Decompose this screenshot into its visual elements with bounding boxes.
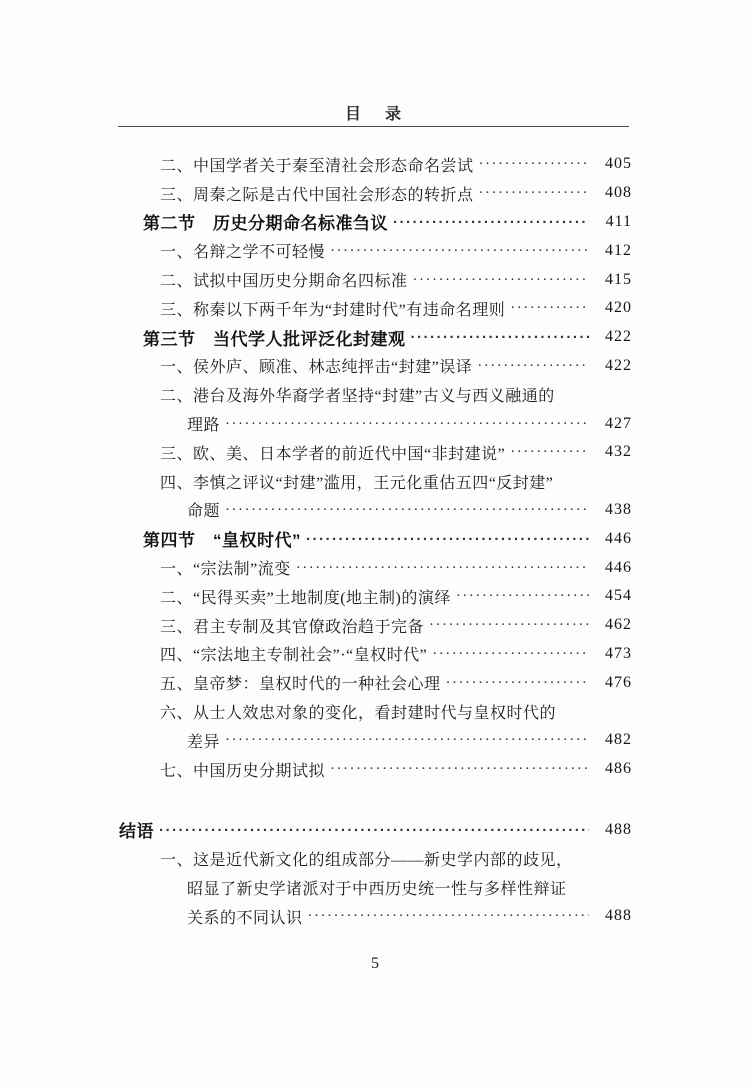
- toc-row: [119, 208, 632, 237]
- dot-leader-icon: [477, 356, 589, 376]
- dot-leader-icon: [296, 558, 589, 578]
- toc-entry-page: 411: [605, 212, 632, 230]
- toc-entry-title: 四、李慎之评议“封建”滥用，王元化重估五四“反封建”: [160, 474, 554, 492]
- dot-leader-icon: [225, 730, 589, 750]
- toc-entry-title: 三、欧、美、日本学者的前近代中国“非封建说”: [160, 445, 506, 463]
- toc-entry-page: 488: [605, 907, 632, 925]
- toc-entry-page: 446: [605, 558, 632, 576]
- toc-row: [119, 640, 632, 669]
- toc-entry-title: 二、港台及海外华裔学者坚持“封建”古义与西义融通的: [160, 388, 555, 406]
- page-number: 5: [371, 955, 379, 972]
- toc-entry-title: 一、“宗法制”流变: [160, 561, 291, 579]
- dot-leader-icon: [306, 529, 589, 549]
- toc-row: [119, 524, 632, 553]
- toc-entry-title: 二、中国学者关于秦至清社会形态命名尝试: [160, 157, 474, 175]
- toc-row: [119, 755, 632, 784]
- toc-entry-title: 结语: [119, 822, 154, 842]
- toc-row: [119, 697, 632, 726]
- toc-row: [119, 582, 632, 611]
- toc-list: [119, 150, 632, 931]
- toc-entry-page: 420: [605, 299, 632, 317]
- toc-row: [119, 668, 632, 697]
- dot-leader-icon: [330, 241, 589, 261]
- toc-row: [119, 294, 632, 323]
- dot-leader-icon: [456, 586, 589, 606]
- toc-row: [119, 726, 632, 755]
- toc-entry-title: 五、皇帝梦：皇权时代的一种社会心理: [160, 676, 441, 694]
- toc-entry-page: 427: [605, 414, 632, 432]
- toc-entry-title: 六、从士人效忠对象的变化，看封建时代与皇权时代的: [160, 705, 557, 723]
- toc-entry-page: 462: [605, 616, 632, 634]
- toc-entry-page: 422: [605, 328, 632, 346]
- toc-entry-page: 488: [605, 820, 632, 838]
- toc-entry-title: 一、这是近代新文化的组成部分——新史学内部的歧见，: [160, 852, 573, 870]
- toc-entry-page: 412: [605, 241, 632, 259]
- toc-entry-page: 454: [605, 587, 632, 605]
- toc-entry-title: 第四节 “皇权时代”: [143, 531, 301, 551]
- toc-entry-title: 一、侯外庐、顾准、林志纯抨击“封建”误译: [160, 359, 473, 377]
- toc-entry-title: 三、周秦之际是古代中国社会形态的转折点: [160, 186, 474, 204]
- toc-row: [119, 352, 632, 381]
- toc-row: [119, 496, 632, 525]
- toc-entry-page: 408: [605, 184, 632, 202]
- dot-leader-icon: [330, 759, 589, 779]
- dot-leader-icon: [479, 183, 589, 203]
- toc-entry-page: 486: [605, 760, 632, 778]
- toc-entry-title: 一、名辩之学不可轻慢: [160, 244, 326, 262]
- toc-row: [119, 323, 632, 352]
- toc-entry-page: 422: [605, 356, 632, 374]
- dot-leader-icon: [393, 212, 589, 232]
- toc-row: [119, 265, 632, 294]
- toc-entry-title: 二、“民得买卖”土地制度(地主制)的演绎: [160, 589, 451, 607]
- toc-row: [119, 902, 632, 931]
- dot-leader-icon: [413, 270, 589, 290]
- page-header-title: 目 录: [344, 106, 405, 123]
- toc-row: [119, 553, 632, 582]
- toc-entry-title: 四、“宗法地主专制社会”·“皇权时代”: [160, 647, 428, 665]
- toc-row: [119, 380, 632, 409]
- toc-row: [119, 409, 632, 438]
- toc-entry-title: 命题: [187, 503, 221, 521]
- toc-entry-page: 473: [605, 644, 632, 662]
- dot-leader-icon: [159, 820, 589, 840]
- toc-entry-page: 446: [605, 529, 632, 547]
- toc-entry-page: 432: [605, 443, 632, 461]
- toc-entry-page: 482: [605, 731, 632, 749]
- toc-entry-title: 第三节 当代学人批评泛化封建观: [143, 329, 406, 349]
- dot-leader-icon: [225, 500, 589, 520]
- toc-row: [119, 844, 632, 873]
- dot-leader-icon: [308, 906, 589, 926]
- toc-row: [119, 611, 632, 640]
- toc-entry-title: 三、称秦以下两千年为“封建时代”有违命名理则: [160, 301, 506, 319]
- toc-row: [119, 236, 632, 265]
- dot-leader-icon: [510, 442, 589, 462]
- toc-entry-page: 476: [605, 673, 632, 691]
- header-rule: [118, 126, 629, 127]
- toc-row: [119, 179, 632, 208]
- dot-leader-icon: [479, 154, 589, 174]
- toc-row: [119, 467, 632, 496]
- toc-entry-title: 昭显了新史学诸派对于中西历史统一性与多样性辩证: [187, 881, 567, 899]
- toc-entry-title: 七、中国历史分期试拟: [160, 762, 326, 780]
- dot-leader-icon: [429, 615, 589, 635]
- dot-leader-icon: [432, 644, 589, 664]
- toc-row: [119, 873, 632, 902]
- toc-entry-title: 第二节 历史分期命名标准刍议: [143, 214, 388, 234]
- toc-entry-page: 438: [605, 500, 632, 518]
- toc-entry-page: 405: [605, 155, 632, 173]
- dot-leader-icon: [446, 673, 589, 693]
- dot-leader-icon: [510, 298, 589, 318]
- toc-row: [119, 438, 632, 467]
- toc-row: [119, 816, 632, 845]
- toc-row: [119, 150, 632, 179]
- dot-leader-icon: [411, 327, 590, 347]
- toc-entry-title: 理路: [187, 417, 221, 435]
- toc-entry-title: 二、试拟中国历史分期命名四标准: [160, 273, 408, 291]
- toc-entry-page: 415: [605, 270, 632, 288]
- toc-entry-title: 三、君主专制及其官僚政治趋于完备: [160, 618, 425, 636]
- dot-leader-icon: [225, 414, 589, 434]
- toc-entry-title: 差异: [187, 733, 221, 751]
- toc-entry-title: 关系的不同认识: [187, 909, 303, 927]
